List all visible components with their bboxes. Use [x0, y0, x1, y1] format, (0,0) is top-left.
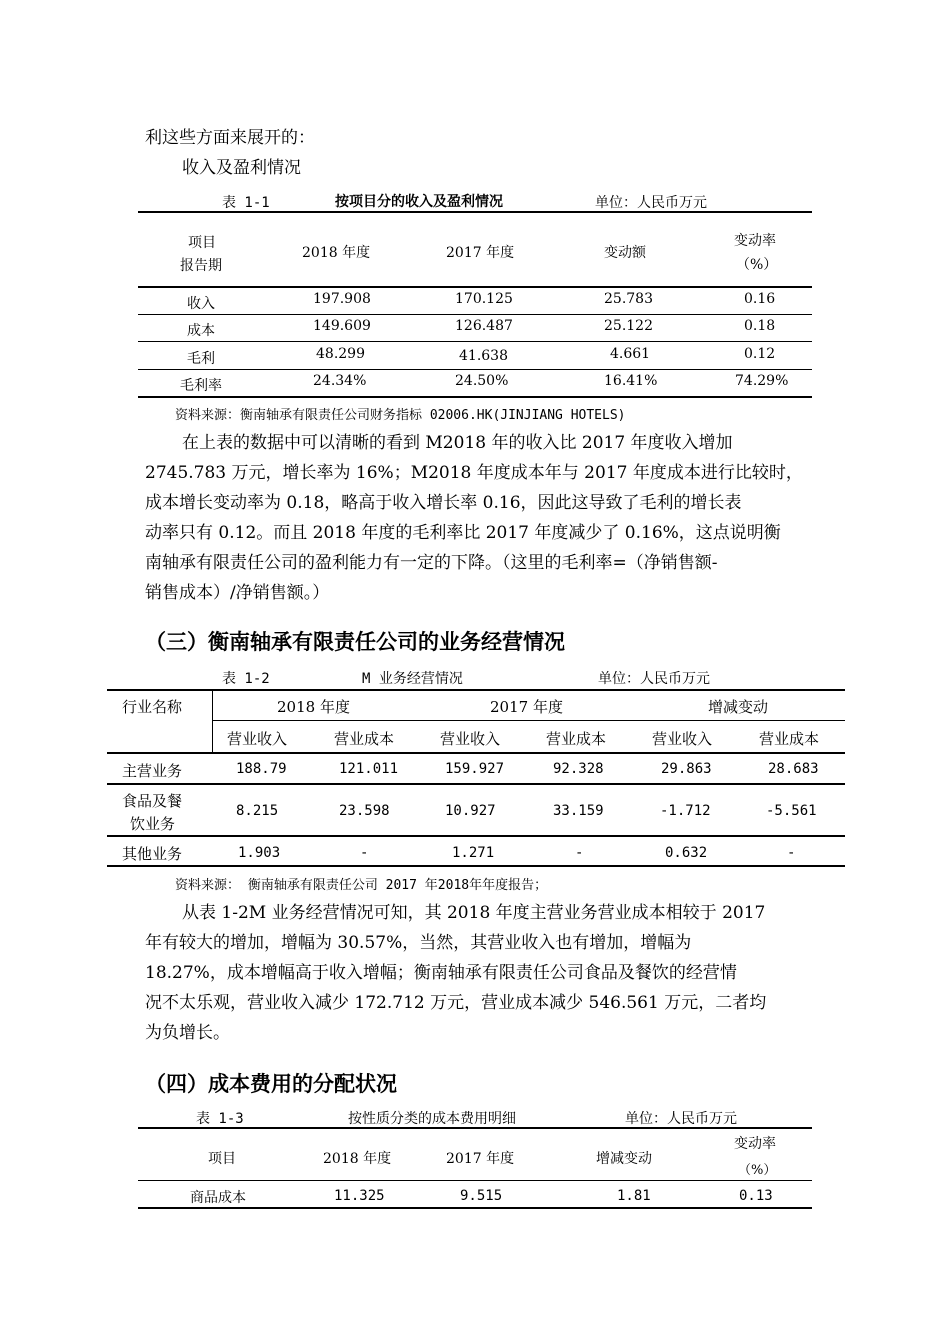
- table1-header-rate: 变动率: [734, 233, 776, 249]
- table3-cell: 0.13: [739, 1188, 773, 1204]
- table2-bottom-rule: [107, 865, 845, 867]
- table2-cell: 23.598: [339, 803, 390, 819]
- table3-header-rate-unit: （%）: [738, 1163, 777, 1178]
- table3-header-rate: 变动率: [734, 1136, 776, 1152]
- table2-header-rule: [107, 752, 845, 754]
- table1-cell: 197.908: [313, 291, 371, 307]
- table3-cell: 9.515: [460, 1188, 503, 1204]
- subheading: 收入及盈利情况: [182, 158, 301, 178]
- table2-subheader: 营业成本: [546, 730, 607, 748]
- table1-row-rule: [138, 314, 812, 315]
- table2-cell: -: [787, 845, 796, 861]
- table2-group-rule: [212, 720, 845, 721]
- table2-col-rule: [212, 689, 213, 753]
- table2-group-2017: 2017 年度: [490, 698, 563, 716]
- table1-unit: 单位：人民币万元: [595, 195, 707, 211]
- table1-number: 表 1-1: [222, 195, 270, 211]
- table1-cell: 25.783: [604, 291, 653, 307]
- paragraph1-line: 销售成本）/净销售额。）: [145, 583, 330, 603]
- table2-cell: 188.79: [236, 761, 287, 777]
- paragraph2-line: 为负增长。: [145, 1023, 230, 1043]
- table1-cell: 41.638: [459, 348, 508, 364]
- table1-cell: 126.487: [455, 318, 513, 334]
- table1-cell: 170.125: [455, 291, 513, 307]
- table1-cell: 24.50%: [455, 373, 509, 389]
- table3-cell: 1.81: [617, 1188, 651, 1204]
- table2-title: M 业务经营情况: [362, 671, 463, 687]
- table3-header-2017: 2017 年度: [446, 1151, 515, 1167]
- table1-header-period: 报告期: [180, 258, 222, 274]
- table1-row-label: 成本: [187, 323, 215, 339]
- paragraph2-line: 况不太乐观，营业收入减少 172.712 万元，营业成本减少 546.561 万元，二者均: [145, 993, 767, 1013]
- table1-cell: 24.34%: [313, 373, 367, 389]
- paragraph1-line: 成本增长变动率为 0.18，略高于收入增长率 0.16，因此这导致了毛利的增长表: [145, 493, 742, 513]
- paragraph1-line: 南轴承有限责任公司的盈利能力有一定的下降。（这里的毛利率=（净销售额-: [145, 553, 718, 573]
- table1-cell: 0.18: [744, 318, 776, 334]
- table1-row-rule: [138, 369, 812, 370]
- table2-cell: 1.271: [452, 845, 495, 861]
- table2-group-change: 增减变动: [708, 698, 769, 716]
- paragraph2-line: 18.27%，成本增幅高于收入增幅；衡南轴承有限责任公司食品及餐饮的经营情: [145, 963, 737, 983]
- table2-cell: 121.011: [339, 761, 399, 777]
- table2-row-label: 其他业务: [122, 845, 183, 863]
- table1-title: 按项目分的收入及盈利情况: [335, 194, 503, 210]
- table2-subheader: 营业收入: [227, 730, 288, 748]
- table2-cell: -5.561: [766, 803, 817, 819]
- table2-number: 表 1-2: [222, 671, 270, 687]
- table1-row-label: 毛利: [187, 351, 215, 367]
- table2-group-2018: 2018 年度: [277, 698, 350, 716]
- table1-row-label: 毛利率: [180, 378, 222, 394]
- table1-header-rate-unit: （%）: [736, 257, 778, 273]
- table3-row-label: 商品成本: [190, 1190, 246, 1206]
- paragraph1-line: 2745.783 万元，增长率为 16%；M2018 年度成本年与 2017 年度成本进行比较时，: [145, 463, 803, 483]
- table1-bottom-rule: [138, 396, 812, 398]
- table3-header-2018: 2018 年度: [323, 1151, 392, 1167]
- table2-row-rule: [107, 783, 845, 785]
- table1-cell: 48.299: [316, 346, 365, 362]
- table2-unit: 单位：人民币万元: [598, 671, 710, 687]
- table2-source: 资料来源： 衡南轴承有限责任公司 2017 年2018年年度报告；: [175, 878, 548, 893]
- table3-header-rule: [138, 1180, 812, 1181]
- table2-row-label: 食品及餐: [122, 792, 183, 810]
- table2-row-label: 主营业务: [122, 762, 183, 780]
- table1-cell: 4.661: [610, 346, 651, 362]
- table3-bottom-rule: [138, 1207, 812, 1209]
- table2-subheader: 营业成本: [759, 730, 820, 748]
- table2-cell: 92.328: [553, 761, 604, 777]
- table3-top-rule: [138, 1127, 812, 1129]
- table2-cell: 0.632: [665, 845, 708, 861]
- table2-cell: 159.927: [445, 761, 505, 777]
- table3-unit: 单位：人民币万元: [625, 1111, 737, 1127]
- table3-title: 按性质分类的成本费用明细: [348, 1111, 516, 1127]
- table2-col0-header: 行业名称: [122, 698, 183, 716]
- table1-source: 资料来源：衡南轴承有限责任公司财务指标 02006.HK(JINJIANG HOTELS): [175, 408, 626, 423]
- table1-row-label: 收入: [187, 296, 215, 312]
- table1-cell: 0.16: [744, 291, 776, 307]
- table1-row-rule: [138, 341, 812, 342]
- table1-header-2017: 2017 年度: [446, 245, 515, 261]
- table2-cell: 28.683: [768, 761, 819, 777]
- table2-subheader: 营业收入: [440, 730, 501, 748]
- table1-header-2018: 2018 年度: [302, 245, 371, 261]
- table2-subheader: 营业成本: [334, 730, 395, 748]
- table1-cell: 149.609: [313, 318, 371, 334]
- table2-row-rule: [107, 835, 845, 837]
- table1-cell: 16.41%: [604, 373, 658, 389]
- table3-cell: 11.325: [334, 1188, 385, 1204]
- table2-cell: 33.159: [553, 803, 604, 819]
- table2-cell: -1.712: [660, 803, 711, 819]
- paragraph2-line: 年有较大的增加，增幅为 30.57%，当然，其营业收入也有增加，增幅为: [145, 933, 692, 953]
- table2-cell: -: [360, 845, 369, 861]
- table3-header-item: 项目: [208, 1151, 236, 1167]
- table1-cell: 0.12: [744, 346, 776, 362]
- section-heading-3: （三）衡南轴承有限责任公司的业务经营情况: [145, 630, 565, 654]
- intro-line: 利这些方面来展开的：: [145, 128, 315, 148]
- table1-top-rule: [138, 211, 812, 213]
- table2-top-rule: [107, 689, 845, 691]
- table1-header-change: 变动额: [604, 245, 646, 261]
- table2-subheader: 营业收入: [652, 730, 713, 748]
- table1-cell: 25.122: [604, 318, 653, 334]
- paragraph2-line: 从表 1-2M 业务经营情况可知，其 2018 年度主营业务营业成本相较于 2017: [182, 903, 766, 923]
- table2-cell: 1.903: [238, 845, 281, 861]
- table2-row-label: 饮业务: [130, 815, 176, 833]
- table1-header-item: 项目: [188, 235, 216, 251]
- table3-number: 表 1-3: [196, 1111, 244, 1127]
- table2-cell: 10.927: [445, 803, 496, 819]
- paragraph1-line: 在上表的数据中可以清晰的看到 M2018 年的收入比 2017 年度收入增加: [182, 433, 733, 453]
- table3-header-change: 增减变动: [596, 1151, 652, 1167]
- table1-cell: 74.29%: [735, 373, 789, 389]
- section-heading-4: （四）成本费用的分配状况: [145, 1072, 397, 1096]
- table1-header-rule: [138, 286, 812, 288]
- paragraph1-line: 动率只有 0.12。而且 2018 年度的毛利率比 2017 年度减少了 0.16%，这点说明衡: [145, 523, 781, 543]
- table2-cell: -: [575, 845, 584, 861]
- table2-cell: 29.863: [661, 761, 712, 777]
- table2-cell: 8.215: [236, 803, 279, 819]
